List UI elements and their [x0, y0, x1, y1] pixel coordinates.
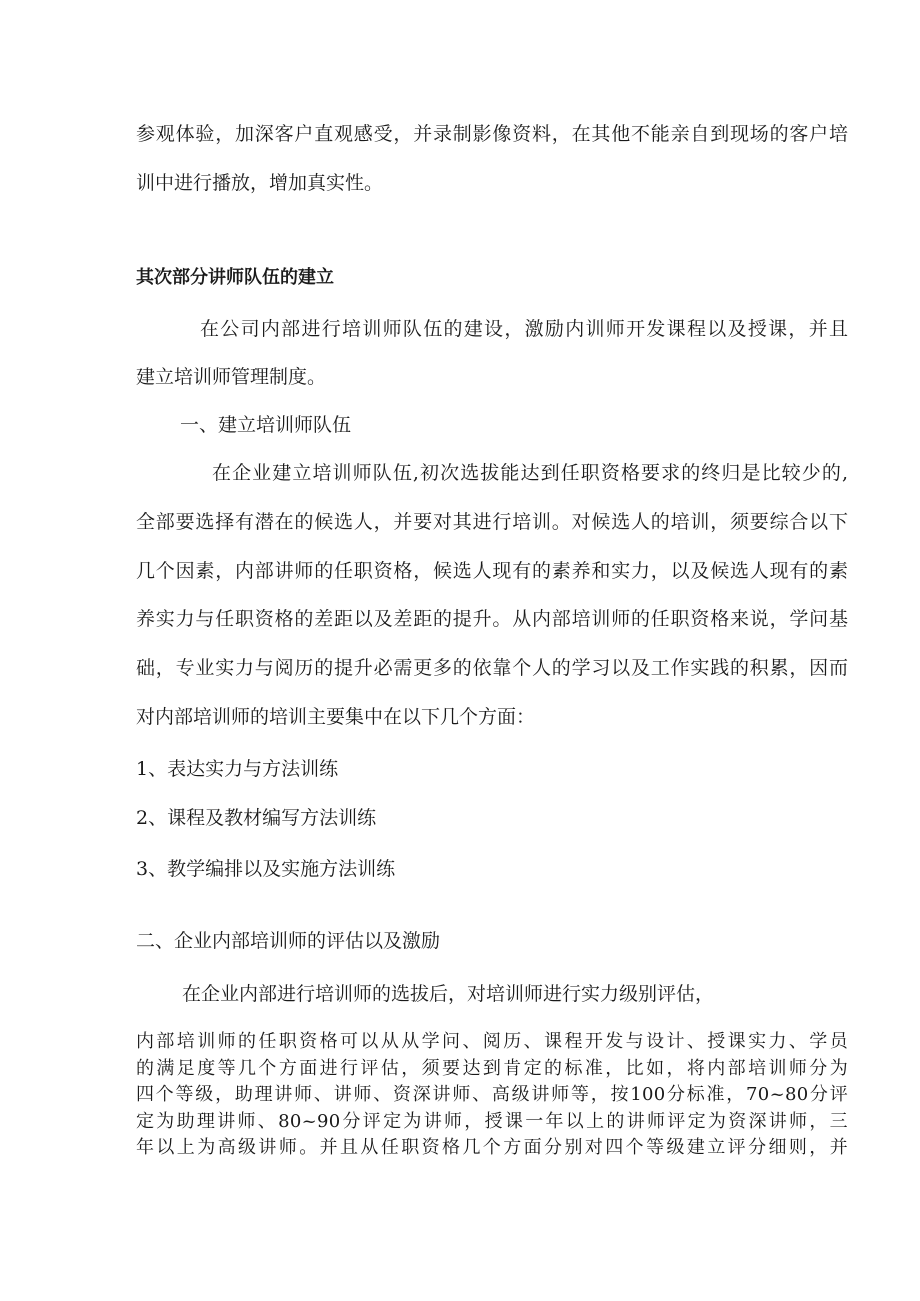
subsection-2-line-2: 的满足度等几个方面进行评估，须要达到肯定的标准，比如，将内部培训师分为 — [136, 1058, 848, 1079]
intro-paragraph-line-2: 训中进行播放，增加真实性。 — [136, 172, 384, 194]
subsection-1-line-3: 几个因素，内部讲师的任职资格，候选人现有的素养和实力，以及候选人现有的素 — [136, 560, 848, 582]
subsection-1-title: 一、建立培训师队伍 — [180, 414, 352, 436]
subsection-2-line-3: 四个等级，助理讲师、讲师、资深讲师、高级讲师等，按100分标准，70~80分评 — [136, 1084, 848, 1105]
subsection-1-line-5: 础，专业实力与阅历的提升必需更多的依靠个人的学习以及工作实践的积累，因而 — [136, 657, 848, 679]
subsection-2-title: 二、企业内部培训师的评估以及激励 — [136, 930, 441, 952]
subsection-2-line-5: 年以上为高级讲师。并且从任职资格几个方面分别对四个等级建立评分细则，并 — [136, 1137, 848, 1158]
subsection-1-line-6: 对内部培训师的培训主要集中在以下几个方面： — [136, 706, 536, 728]
list-item-1: 1、表达实力与方法训练 — [136, 758, 339, 780]
list-item-2: 2、课程及教材编写方法训练 — [136, 807, 377, 829]
section-intro-line-2: 建立培训师管理制度。 — [136, 366, 327, 388]
subsection-2-line-1: 内部培训师的任职资格可以从从学问、阅历、课程开发与设计、授课实力、学员 — [136, 1031, 848, 1052]
section-heading: 其次部分讲师队伍的建立 — [136, 267, 334, 288]
subsection-1-line-4: 养实力与任职资格的差距以及差距的提升。从内部培训师的任职资格来说，学问基 — [136, 608, 848, 630]
section-intro-line-1: 在公司内部进行培训师队伍的建设，激励内训师开发课程以及授课，并且 — [200, 318, 848, 340]
subsection-2-intro: 在企业内部进行培训师的选拔后，对培训师进行实力级别评估， — [182, 983, 715, 1005]
list-item-3: 3、教学编排以及实施方法训练 — [136, 858, 396, 880]
intro-paragraph-line-1: 参观体验，加深客户直观感受，并录制影像资料，在其他不能亲自到现场的客户培 — [136, 123, 848, 145]
subsection-2-line-4: 定为助理讲师、80~90分评定为讲师，授课一年以上的讲师评定为资深讲师，三 — [136, 1111, 848, 1132]
subsection-1-line-2: 全部要选择有潜在的候选人，并要对其进行培训。对候选人的培训，须要综合以下 — [136, 511, 848, 533]
subsection-1-line-1: 在企业建立培训师队伍,初次选拔能达到任职资格要求的终归是比较少的, — [212, 462, 848, 484]
